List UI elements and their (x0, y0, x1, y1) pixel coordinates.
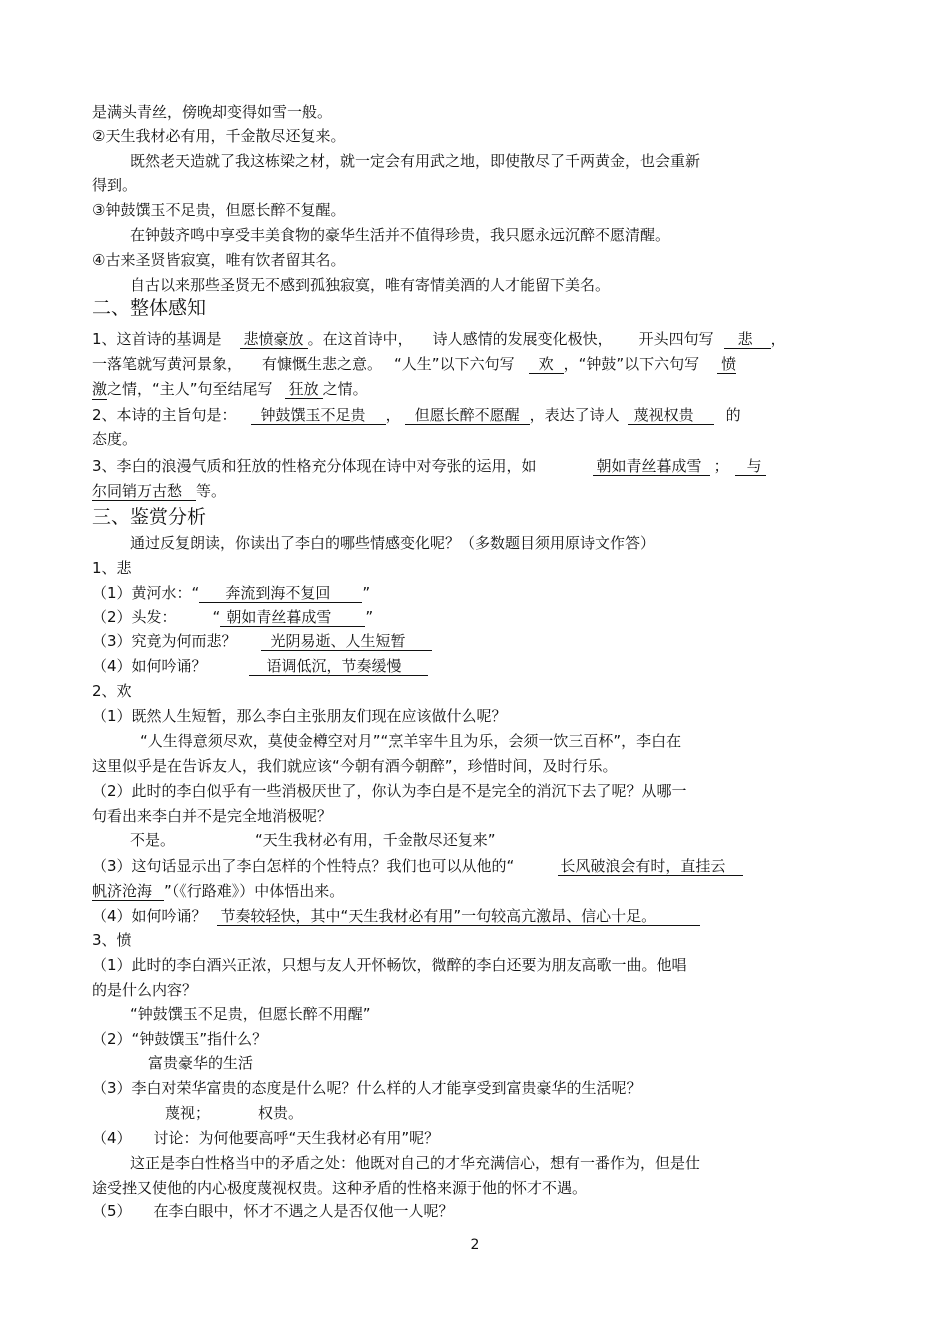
text: 讨论：为何他要高呼“天生我材必有用”呢？ (153, 1129, 440, 1147)
text-line (130, 224, 855, 246)
answer-blank: 长风破浪会有时，直挂云 (558, 857, 743, 876)
text: 这里似乎是在告诉友人，我们就应该“今朝有酒今朝醉”，珍惜时间，及时行乐。 (92, 757, 618, 775)
question-line (92, 378, 855, 400)
text-line (92, 101, 855, 123)
text: ④古来圣贤皆寂寞，唯有饮者留其名。 (92, 251, 346, 269)
text: 2、本诗的主旨句是： (92, 406, 237, 424)
answer-blank: 蔑视权贵 (628, 406, 714, 425)
text: 这正是李白性格当中的矛盾之处：他既对自己的才华充满信心，想有一番作为，但是仕 (130, 1154, 701, 1172)
text-line (92, 174, 855, 196)
subsection-label (92, 557, 855, 579)
question-line (92, 880, 855, 902)
text: （2）“钟鼓馔玉”指什么？ (92, 1030, 268, 1048)
text: 等。 (196, 482, 227, 500)
text: “钟鼓馔玉不足贵，但愿长醉不用醒” (130, 1005, 371, 1023)
text-line (130, 274, 855, 296)
text: “人生得意须尽欢，莫使金樽空对月”“烹羊宰牛且为乐，会须一饮三百杯”，李白在 (140, 732, 682, 750)
section-heading (92, 505, 855, 529)
text: 的是什么内容？ (92, 981, 198, 999)
text: （5） (92, 1202, 132, 1220)
answer-blank: 与 (735, 457, 766, 476)
question-line (92, 855, 855, 877)
text: （3）李白对荣华富贵的态度是什么呢？什么样的人才能享受到富贵豪华的生活呢？ (92, 1079, 642, 1097)
text: ， (385, 406, 401, 424)
text-line (92, 249, 855, 271)
text: 句看出来李白并不是完全地消极呢？ (92, 807, 333, 825)
text: 诗人感情的发展变化极快， (432, 330, 613, 348)
text: 途受挫又使他的内心极度蔑视权贵。这种矛盾的性格来源于他的怀才不遇。 (92, 1179, 588, 1197)
answer-blank: 悲 (724, 330, 771, 349)
text: 既然老天造就了我这栋梁之材，就一定会有用武之地，即使散尽了千两黄金，也会重新 (130, 152, 701, 170)
text-line (92, 428, 855, 450)
answer-blank: 悲愤豪放 (240, 330, 308, 349)
text: 之情，“主人”句至结尾写 (107, 380, 273, 398)
answer-blank: 但愿长醉不愿醒 (405, 406, 530, 425)
question-line (92, 582, 855, 604)
text: 开头四句写 (638, 330, 714, 348)
answer-line (130, 1003, 855, 1025)
text: （1）既然人生短暂，那么李白主张朋友们现在应该做什么呢？ (92, 707, 507, 725)
text-line (92, 805, 855, 827)
answer-line (148, 1052, 855, 1074)
text: 2、欢 (92, 682, 132, 700)
text: （2）头发： (92, 608, 177, 626)
text: 3、李白的浪漫气质和狂放的性格充分体现在诗中对夸张的运用，如 (92, 457, 537, 475)
text: ②天生我材必有用，千金散尽还复来。 (92, 127, 346, 145)
section-heading (92, 296, 855, 320)
answer-blank: 朝如青丝暮成雪 (593, 457, 710, 476)
text: （4）如何吟诵？ (92, 907, 207, 925)
text-line (92, 979, 855, 1001)
question-line (92, 1077, 855, 1099)
text: 二、整体感知 (92, 297, 207, 319)
question-line (92, 905, 855, 927)
text-line (130, 150, 855, 172)
question-line (92, 630, 855, 652)
question-line (92, 606, 855, 628)
text: 通过反复朗读，你读出了李白的哪些情感变化呢？（多数题目须用原诗文作答） (130, 534, 656, 552)
answer-blank: 钟鼓馔玉不足贵 (251, 406, 386, 425)
text: ” (365, 608, 374, 626)
text-line (92, 954, 855, 976)
text: 三、鉴赏分析 (92, 506, 207, 528)
text: （3）究竟为何而悲？ (92, 632, 237, 650)
question-line (92, 1127, 855, 1149)
text: 1、这首诗的基调是 (92, 330, 222, 348)
text: 在李白眼中，怀才不遇之人是否仅他一人呢？ (153, 1202, 454, 1220)
text: 。在这首诗中， (307, 330, 413, 348)
text: （3）这句话显示出了李白怎样的个性特点？我们也可以从他的“ (92, 857, 515, 875)
answer-blank: 激 (92, 380, 108, 398)
text-line (92, 199, 855, 221)
text: （1）此时的李白酒兴正浓，只想与友人开怀畅饮，微醉的李白还要为朋友高歌一曲。他唱 (92, 956, 687, 974)
text-line (92, 705, 855, 727)
question-line (92, 455, 855, 477)
text: 态度。 (92, 430, 138, 448)
text: 1、悲 (92, 559, 132, 577)
question-line (92, 328, 855, 350)
page-number: 2 (470, 1237, 480, 1253)
text: “人生”以下六句写 (394, 355, 515, 373)
subsection-label (92, 929, 855, 951)
subsection-label (92, 680, 855, 702)
answer-blank: 尔同销万古愁 (92, 482, 196, 501)
text-line (92, 780, 855, 802)
answer-blank: 帆济沧海 (92, 882, 164, 901)
answer-blank: 朝如青丝暮成雪 (220, 608, 365, 627)
text: 富贵豪华的生活 (148, 1054, 254, 1072)
answer-blank: 语调低沉，节奏缓慢 (249, 657, 428, 676)
text: （1）黄河水：“ (92, 584, 200, 602)
text: 在钟鼓齐鸣中享受丰美食物的豪华生活并不值得珍贵，我只愿永远沉醉不愿清醒。 (130, 226, 671, 244)
answer-blank: 节奏较轻快，其中“天生我材必有用”一句较高亢激昂、信心十足。 (217, 907, 701, 926)
text: 一落笔就写黄河景象， (92, 355, 243, 373)
text: （4） (92, 1129, 132, 1147)
question-line (92, 655, 855, 677)
text: 3、愤 (92, 931, 132, 949)
text: ③钟鼓馔玉不足贵，但愿长醉不复醒。 (92, 201, 346, 219)
text: 得到。 (92, 176, 138, 194)
text: ，“钟鼓”以下六句写 (563, 355, 700, 373)
text: 有慷慨生悲之意。 (262, 355, 383, 373)
text: ； (713, 457, 729, 475)
text: ，表达了诗人 (529, 406, 620, 424)
question-line (92, 1200, 855, 1222)
text: （4）如何吟诵？ (92, 657, 207, 675)
text-line (92, 755, 855, 777)
answer-blank: 狂放 (285, 380, 323, 399)
question-line (92, 353, 855, 375)
answer-line (165, 1102, 855, 1124)
text: 权贵。 (258, 1104, 304, 1122)
text: 的 (725, 406, 741, 424)
text: ”（《行路难》）中体悟出来。 (164, 882, 345, 900)
text-line (130, 532, 855, 554)
text-line (92, 1177, 855, 1199)
question-line (92, 1028, 855, 1050)
text: 是满头青丝，傍晚却变得如雪一般。 (92, 103, 333, 121)
text-line (130, 1152, 855, 1174)
text: 自古以来那些圣贤无不感到孤独寂寞，唯有寄情美酒的人才能留下美名。 (130, 276, 611, 294)
answer-blank: 光阴易逝、人生短暂 (261, 632, 432, 651)
question-line (92, 480, 855, 502)
text-line (92, 125, 855, 147)
answer-line (130, 829, 855, 851)
text: 不是。 (130, 831, 176, 849)
text: 蔑视； (165, 1104, 211, 1122)
text: （2）此时的李白似乎有一些消极厌世了，你认为李白是不是完全的消沉下去了呢？从哪一 (92, 782, 687, 800)
answer-blank: 愤 (717, 355, 736, 374)
text: “ (212, 608, 221, 626)
text: ， (770, 330, 786, 348)
text: 之情。 (322, 380, 368, 398)
text-line (140, 730, 855, 752)
answer-blank: 奔流到海不复回 (199, 584, 362, 603)
text: ” (362, 584, 371, 602)
text: “天生我材必有用，千金散尽还复来” (255, 831, 496, 849)
question-line (92, 404, 855, 426)
answer-blank: 欢 (529, 355, 564, 374)
